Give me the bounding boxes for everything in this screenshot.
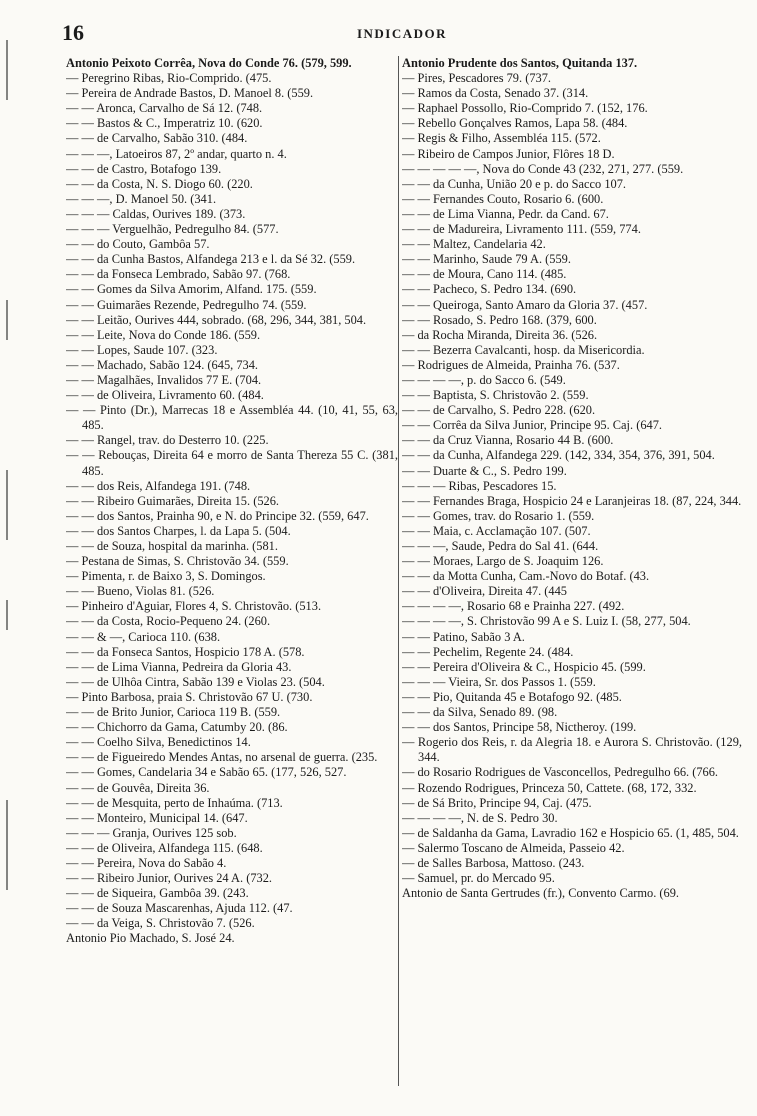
directory-entry: — — Bastos & C., Imperatriz 10. (620. xyxy=(66,116,263,131)
directory-entry: — — —, Saude, Pedra do Sal 41. (644. xyxy=(402,539,599,553)
page-title: INDICADOR xyxy=(356,26,448,41)
directory-entry: Antonio Prudente dos Santos, Quitanda 137. xyxy=(402,56,638,70)
directory-entry: — — — —, p. do Sacco 6. (549. xyxy=(402,372,566,387)
directory-entry: Antonio Pio Machado, S. José 24. xyxy=(66,931,235,946)
directory-entry: — — da Cruz Vianna, Rosario 44 B. (600. xyxy=(402,433,614,448)
directory-entry: — — — Granja, Ourives 125 sob. xyxy=(66,825,237,840)
directory-entry: — de Salles Barbosa, Mattoso. (243. xyxy=(402,855,585,870)
directory-entry: — — Pio, Quitanda 45 e Botafogo 92. (485. xyxy=(402,689,622,704)
directory-entry: — Raphael Possollo, Rio-Comprido 7. (152, 176. xyxy=(402,101,648,116)
directory-entry: — — Maia, c. Acclamação 107. (507. xyxy=(402,523,591,538)
directory-entry: — — Rebouças, Direita 64 e morro de Santa Thereza 55 C. (381, 485. xyxy=(66,448,398,478)
directory-entry: — — da Costa, N. S. Diogo 60. (220. xyxy=(66,176,253,191)
directory-entry: — — da Fonseca Lembrado, Sabão 97. (768. xyxy=(66,267,291,282)
directory-entry: — — Coelho Silva, Benedictinos 14. xyxy=(66,735,251,750)
directory-entry: — — de Souza Mascarenhas, Ajuda 112. (47. xyxy=(66,901,293,916)
directory-entry: — — dos Santos, Principe 58, Nictheroy. (199. xyxy=(402,720,637,735)
directory-entry: — — Pacheco, S. Pedro 134. (690. xyxy=(402,282,577,297)
directory-entry: — — Ribeiro Guimarães, Direita 15. (526. xyxy=(66,493,280,508)
directory-entry: — — — — —, Nova do Conde 43 (232, 271, 277. (559. xyxy=(402,161,684,176)
directory-entry: — Regis & Filho, Assembléa 115. (572. xyxy=(402,131,601,146)
directory-entry: — — Chichorro da Gama, Catumby 20. (86. xyxy=(66,720,288,735)
directory-entry: — — da Motta Cunha, Cam.-Novo do Botaf. (43. xyxy=(402,569,650,584)
directory-entry: — de Sá Brito, Principe 94, Caj. (475. xyxy=(402,795,592,810)
directory-entry: — — Moraes, Largo de S. Joaquim 126. xyxy=(402,554,604,569)
directory-entry: — — de Lima Vianna, Pedr. da Cand. 67. xyxy=(402,206,609,221)
directory-entry: — — de Siqueira, Gambôa 39. (243. xyxy=(66,886,249,901)
directory-entry: — — Gomes, trav. do Rosario 1. (559. xyxy=(402,508,595,523)
directory-entry: — — da Veiga, S. Christovão 7. (526. xyxy=(66,916,255,931)
directory-entry: — Salermo Toscano de Almeida, Passeio 42. xyxy=(402,840,625,855)
directory-entry: — — Gomes da Silva Amorim, Alfand. 175. (559. xyxy=(66,282,317,297)
directory-entry: — Ramos da Costa, Senado 37. (314. xyxy=(402,86,589,101)
directory-entry: — — de Moura, Cano 114. (485. xyxy=(402,267,567,282)
right-column xyxy=(402,56,742,1101)
directory-entry: — — de Castro, Botafogo 139. xyxy=(66,161,222,176)
directory-entry: — — de Gouvêa, Direita 36. xyxy=(66,780,210,795)
directory-entry: — — Gomes, Candelaria 34 e Sabão 65. (177, 526, 527. xyxy=(66,765,347,780)
directory-entry: — — d'Oliveira, Direita 47. (445 xyxy=(402,584,567,599)
directory-entry: — — Rangel, trav. do Desterro 10. (225. xyxy=(66,433,269,448)
directory-entry: — — de Carvalho, Sabão 310. (484. xyxy=(66,131,248,146)
directory-entry: — Pimenta, r. de Baixo 3, S. Domingos. xyxy=(66,569,266,584)
directory-entry: — — da Cunha, União 20 e p. do Sacco 107. xyxy=(402,176,627,191)
directory-entry: — — — —, Rosario 68 e Prainha 227. (492. xyxy=(402,599,625,614)
directory-entry: — — Bezerra Cavalcanti, hosp. da Misericordia. xyxy=(402,342,645,357)
directory-entry: — — — Verguelhão, Pedregulho 84. (577. xyxy=(66,222,279,237)
directory-entry: — — de Figueiredo Mendes Antas, no arsenal de guerra. (235. xyxy=(66,750,378,765)
directory-entry: — — Patino, Sabão 3 A. xyxy=(402,629,525,644)
page-header xyxy=(62,20,742,46)
directory-entry: — — Fernandes Couto, Rosario 6. (600. xyxy=(402,191,604,206)
directory-entry: — — de Brito Junior, Carioca 119 B. (559. xyxy=(66,705,281,720)
directory-entry: — — da Costa, Rocio-Pequeno 24. (260. xyxy=(66,614,271,629)
directory-entry: — — Aronca, Carvalho de Sá 12. (748. xyxy=(66,101,263,116)
directory-entry: — — de Mesquita, perto de Inhaúma. (713. xyxy=(66,795,283,810)
directory-entry: — Peregrino Ribas, Rio-Comprido. (475. xyxy=(66,71,272,86)
directory-entry: — — da Cunha, Alfandega 229. (142, 334, 354, 376, 391, 504. xyxy=(402,448,715,463)
directory-entry: — — Maltez, Candelaria 42. xyxy=(402,237,546,252)
directory-entry: — — Lopes, Saude 107. (323. xyxy=(66,342,218,357)
directory-entry: — — dos Santos Charpes, l. da Lapa 5. (504. xyxy=(66,523,291,538)
directory-entry: — — Fernandes Braga, Hospicio 24 e Laranjeiras 18. (87, 224, 344. xyxy=(402,493,742,508)
directory-entry: — Pestana de Simas, S. Christovão 34. (559. xyxy=(66,554,289,569)
directory-entry: — — Guimarães Rezende, Pedregulho 74. (559. xyxy=(66,297,307,312)
directory-entry: — Pires, Pescadores 79. (737. xyxy=(402,71,552,86)
directory-entry: — — de Ulhôa Cintra, Sabão 139 e Violas 23. (504. xyxy=(66,674,325,689)
directory-entry: Antonio Peixoto Corrêa, Nova do Conde 76. (579, 599. xyxy=(66,56,352,70)
directory-entry: — Rodrigues de Almeida, Prainha 76. (537. xyxy=(402,357,620,372)
directory-entry: — — Ribeiro Junior, Ourives 24 A. (732. xyxy=(66,871,272,886)
directory-entry: — — Bueno, Violas 81. (526. xyxy=(66,584,215,599)
directory-entry: — — Queiroga, Santo Amaro da Gloria 37. (457. xyxy=(402,297,648,312)
binding-edge xyxy=(0,0,26,1116)
directory-entry: — — — Vieira, Sr. dos Passos 1. (559. xyxy=(402,674,596,689)
directory-entry: — — da Silva, Senado 89. (98. xyxy=(402,705,558,720)
directory-entry: — — de Madureira, Livramento 111. (559, 774. xyxy=(402,222,641,237)
directory-entry: — — — Ribas, Pescadores 15. xyxy=(402,478,557,493)
directory-entry: — — Leite, Nova do Conde 186. (559. xyxy=(66,327,261,342)
directory-entry: — — dos Reis, Alfandega 191. (748. xyxy=(66,478,251,493)
directory-entry: — — —, D. Manoel 50. (341. xyxy=(66,191,217,206)
directory-entry: — — — —, N. de S. Pedro 30. xyxy=(402,810,558,825)
directory-entry: — da Rocha Miranda, Direita 36. (526. xyxy=(402,327,598,342)
directory-entry: — Pinto Barbosa, praia S. Christovão 67 U. (730. xyxy=(66,689,313,704)
directory-entry: — — Pereira d'Oliveira & C., Hospicio 45. (599. xyxy=(402,659,646,674)
directory-entry: — — de Lima Vianna, Pedreira da Gloria 43. xyxy=(66,659,292,674)
directory-entry: — — Monteiro, Municipal 14. (647. xyxy=(66,810,248,825)
directory-entry: — — do Couto, Gambôa 57. xyxy=(66,237,210,252)
directory-entry: — — Corrêa da Silva Junior, Principe 95. Caj. (647. xyxy=(402,418,663,433)
directory-entry: — — Leitão, Ourives 444, sobrado. (68, 296, 344, 381, 504. xyxy=(66,312,367,327)
directory-entry: — Ribeiro de Campos Junior, Flôres 18 D. xyxy=(402,146,615,161)
directory-entry: — — de Souza, hospital da marinha. (581. xyxy=(66,539,278,553)
directory-entry: — Rebello Gonçalves Ramos, Lapa 58. (484. xyxy=(402,116,628,131)
directory-entry: — Rogerio dos Reis, r. da Alegria 18. e Aurora S. Christovão. (129, 344. xyxy=(402,735,742,765)
directory-entry: — — Marinho, Saude 79 A. (559. xyxy=(402,252,571,267)
page-number: 16 xyxy=(62,20,84,45)
directory-entry: — — Baptista, S. Christovão 2. (559. xyxy=(402,388,589,403)
directory-entry: — Samuel, pr. do Mercado 95. xyxy=(402,871,555,886)
column-divider xyxy=(398,56,399,1086)
directory-entry: — — de Carvalho, S. Pedro 228. (620. xyxy=(402,403,596,418)
directory-entry: Antonio de Santa Gertrudes (fr.), Convento Carmo. (69. xyxy=(402,886,680,901)
directory-entry: — — Pechelim, Regente 24. (484. xyxy=(402,644,574,659)
directory-entry: — — — Caldas, Ourives 189. (373. xyxy=(66,206,246,221)
directory-entry: — — dos Santos, Prainha 90, e N. do Principe 32. (559, 647. xyxy=(66,508,369,523)
directory-entry: — — & —, Carioca 110. (638. xyxy=(66,629,221,644)
directory-entry: — Pereira de Andrade Bastos, D. Manoel 8. (559. xyxy=(66,86,314,101)
directory-entry: — — da Fonseca Santos, Hospicio 178 A. (578. xyxy=(66,644,305,659)
directory-entry: — — Duarte & C., S. Pedro 199. xyxy=(402,463,567,478)
directory-entry: — — Machado, Sabão 124. (645, 734. xyxy=(66,357,259,372)
left-column xyxy=(66,56,398,1101)
directory-entry: — — Rosado, S. Pedro 168. (379, 600. xyxy=(402,312,597,327)
directory-entry: — — de Oliveira, Alfandega 115. (648. xyxy=(66,840,263,855)
directory-entry: — Pinheiro d'Aguiar, Flores 4, S. Christovão. (513. xyxy=(66,599,322,614)
directory-entry: — Rozendo Rodrigues, Princeza 50, Cattete. (68, 172, 332. xyxy=(402,780,697,795)
directory-entry: — — — —, S. Christovão 99 A e S. Luiz I. (58, 277, 504. xyxy=(402,614,691,629)
directory-entry: — — Magalhães, Invalidos 77 E. (704. xyxy=(66,372,262,387)
directory-entry: — de Saldanha da Gama, Lavradio 162 e Hospicio 65. (1, 485, 504. xyxy=(402,825,739,840)
directory-entry: — — de Oliveira, Livramento 60. (484. xyxy=(66,388,264,403)
directory-entry: — — —, Latoeiros 87, 2º andar, quarto n. 4. xyxy=(66,146,287,161)
directory-entry: — — Pinto (Dr.), Marrecas 18 e Assembléa 44. (10, 41, 55, 63, 485. xyxy=(66,403,398,433)
directory-entry: — do Rosario Rodrigues de Vasconcellos, Pedregulho 66. (766. xyxy=(402,765,719,780)
directory-entry: — — Pereira, Nova do Sabão 4. xyxy=(66,855,227,870)
directory-entry: — — da Cunha Bastos, Alfandega 213 e l. da Sé 32. (559. xyxy=(66,252,356,267)
